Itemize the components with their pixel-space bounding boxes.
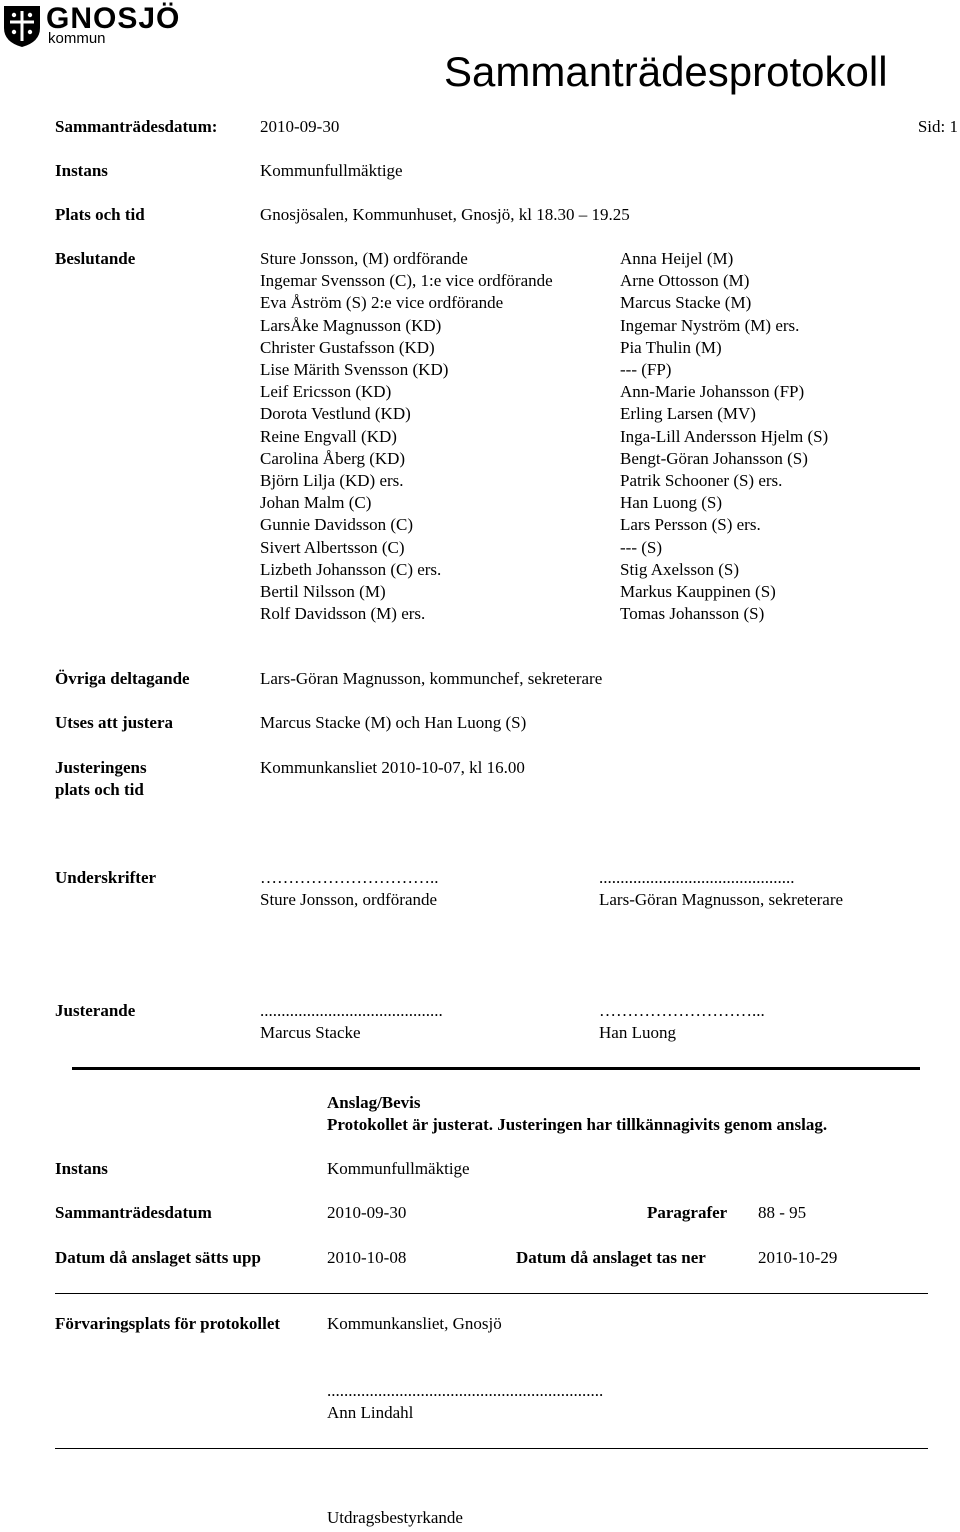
- member-name: Erling Larsen (MV): [620, 404, 756, 424]
- document-title: Sammanträdesprotokoll: [444, 48, 888, 95]
- member-name: Han Luong (S): [620, 493, 722, 513]
- ovriga-value: Lars-Göran Magnusson, kommunchef, sekreterare: [260, 669, 603, 688]
- signature-line-chair: …………………………..: [260, 868, 439, 887]
- member-name: Carolina Åberg (KD): [260, 448, 406, 468]
- anslag-instans-value: Kommunfullmäktige: [327, 1159, 470, 1178]
- member-name: Dorota Vestlund (KD): [260, 404, 411, 424]
- page-number: Sid: 1: [917, 117, 958, 136]
- paragrafer-value: 88 - 95: [758, 1203, 807, 1222]
- member-name: Marcus Stacke (M): [620, 293, 752, 313]
- utdragsbestyrkande-label: Utdragsbestyrkande: [327, 1508, 463, 1527]
- signature-name-secretary: Lars-Göran Magnusson, sekreterare: [599, 890, 844, 909]
- anslag-ner-label: Datum då anslaget tas ner: [516, 1248, 706, 1267]
- forvaring-value: Kommunkansliet, Gnosjö: [327, 1314, 502, 1333]
- section-divider-middle: [55, 1293, 928, 1294]
- ovriga-label: Övriga deltagande: [55, 669, 190, 688]
- anslag-heading: Anslag/Bevis: [327, 1093, 421, 1112]
- underskrifter-label: Underskrifter: [55, 868, 157, 887]
- member-name: --- (FP): [620, 360, 672, 379]
- member-name: Stig Axelsson (S): [620, 559, 740, 579]
- member-name: Tomas Johansson (S): [620, 604, 765, 624]
- beslutande-label: Beslutande: [55, 249, 136, 268]
- anslag-datum-label: Sammanträdesdatum: [55, 1203, 212, 1222]
- member-name: Markus Kauppinen (S): [620, 582, 776, 601]
- signature-name-adjuster-2: Han Luong: [599, 1023, 676, 1042]
- justerande-label: Justerande: [55, 1001, 136, 1020]
- place-value: Gnosjösalen, Kommunhuset, Gnosjö, kl 18.30 – 19.25: [260, 205, 630, 224]
- member-name: Ingemar Nyström (M) ers.: [620, 315, 800, 335]
- member-name: LarsÅke Magnusson (KD): [260, 315, 442, 335]
- member-name: Ann-Marie Johansson (FP): [620, 382, 805, 402]
- member-name: Leif Ericsson (KD): [260, 382, 392, 402]
- anslag-datum-value: 2010-09-30: [327, 1203, 407, 1222]
- member-name: Johan Malm (C): [260, 493, 372, 513]
- anslag-upp-value: 2010-10-08: [327, 1248, 407, 1267]
- signature-line-adjuster-2: ………………………...: [599, 1001, 765, 1020]
- member-name: Björn Lilja (KD) ers.: [260, 471, 404, 490]
- member-name: Bertil Nilsson (M): [260, 582, 386, 601]
- member-name: Rolf Davidsson (M) ers.: [260, 604, 426, 624]
- signature-line-secretary: ..............................................: [599, 868, 795, 887]
- member-name: Reine Engvall (KD): [260, 426, 397, 446]
- signature-line-registrar: .................................................................: [327, 1381, 604, 1400]
- member-name: Lise Märith Svensson (KD): [260, 360, 449, 379]
- forvaring-label: Förvaringsplats för protokollet: [55, 1314, 281, 1333]
- member-name: Pia Thulin (M): [620, 337, 722, 357]
- member-name: Christer Gustafsson (KD): [260, 337, 435, 357]
- logo-subtitle: kommun: [48, 30, 106, 47]
- member-name: Sivert Albertsson (C): [260, 537, 405, 557]
- justering-value: Kommunkansliet 2010-10-07, kl 16.00: [260, 758, 525, 777]
- instans-label: Instans: [55, 161, 108, 180]
- member-name: Inga-Lill Andersson Hjelm (S): [620, 426, 829, 446]
- signature-name-chair: Sture Jonsson, ordförande: [260, 890, 438, 909]
- logo-name: GNOSJÖ: [46, 2, 181, 35]
- member-name: Anna Heijel (M): [620, 249, 734, 268]
- member-name: Lizbeth Johansson (C) ers.: [260, 559, 442, 579]
- anslag-upp-label: Datum då anslaget sätts upp: [55, 1248, 261, 1267]
- signature-name-registrar: Ann Lindahl: [327, 1403, 414, 1422]
- place-label: Plats och tid: [55, 205, 145, 224]
- section-divider-top: [72, 1067, 920, 1070]
- justering-label-line2: plats och tid: [55, 780, 144, 799]
- gnosjo-kommun-logo: [2, 2, 181, 48]
- member-name: Ingemar Svensson (C), 1:e vice ordförande: [260, 271, 553, 291]
- member-name: Gunnie Davidsson (C): [260, 515, 413, 535]
- date-value: 2010-09-30: [260, 117, 340, 136]
- date-label: Sammanträdesdatum:: [55, 117, 218, 136]
- anslag-statement: Protokollet är justerat. Justeringen har tillkännagivits genom anslag.: [327, 1115, 828, 1134]
- instans-value: Kommunfullmäktige: [260, 161, 403, 180]
- section-divider-bottom: [55, 1448, 928, 1449]
- municipal-emblem-icon: [2, 4, 42, 48]
- anslag-instans-label: Instans: [55, 1159, 108, 1178]
- member-name: Lars Persson (S) ers.: [620, 515, 761, 535]
- signature-line-adjuster-1: ...........................................: [260, 1001, 443, 1020]
- anslag-ner-value: 2010-10-29: [758, 1248, 838, 1267]
- member-name: Sture Jonsson, (M) ordförande: [260, 249, 468, 268]
- member-name: Patrik Schooner (S) ers.: [620, 471, 783, 490]
- paragrafer-label: Paragrafer: [647, 1203, 728, 1222]
- member-name: Bengt-Göran Johansson (S): [620, 448, 808, 468]
- utses-value: Marcus Stacke (M) och Han Luong (S): [260, 713, 527, 732]
- signature-name-adjuster-1: Marcus Stacke: [260, 1023, 361, 1042]
- member-name: --- (S): [620, 537, 663, 557]
- member-name: Arne Ottosson (M): [620, 271, 750, 291]
- justering-label-line1: Justeringens: [55, 758, 147, 777]
- utses-label: Utses att justera: [55, 713, 174, 732]
- member-name: Eva Åström (S) 2:e vice ordförande: [260, 293, 504, 313]
